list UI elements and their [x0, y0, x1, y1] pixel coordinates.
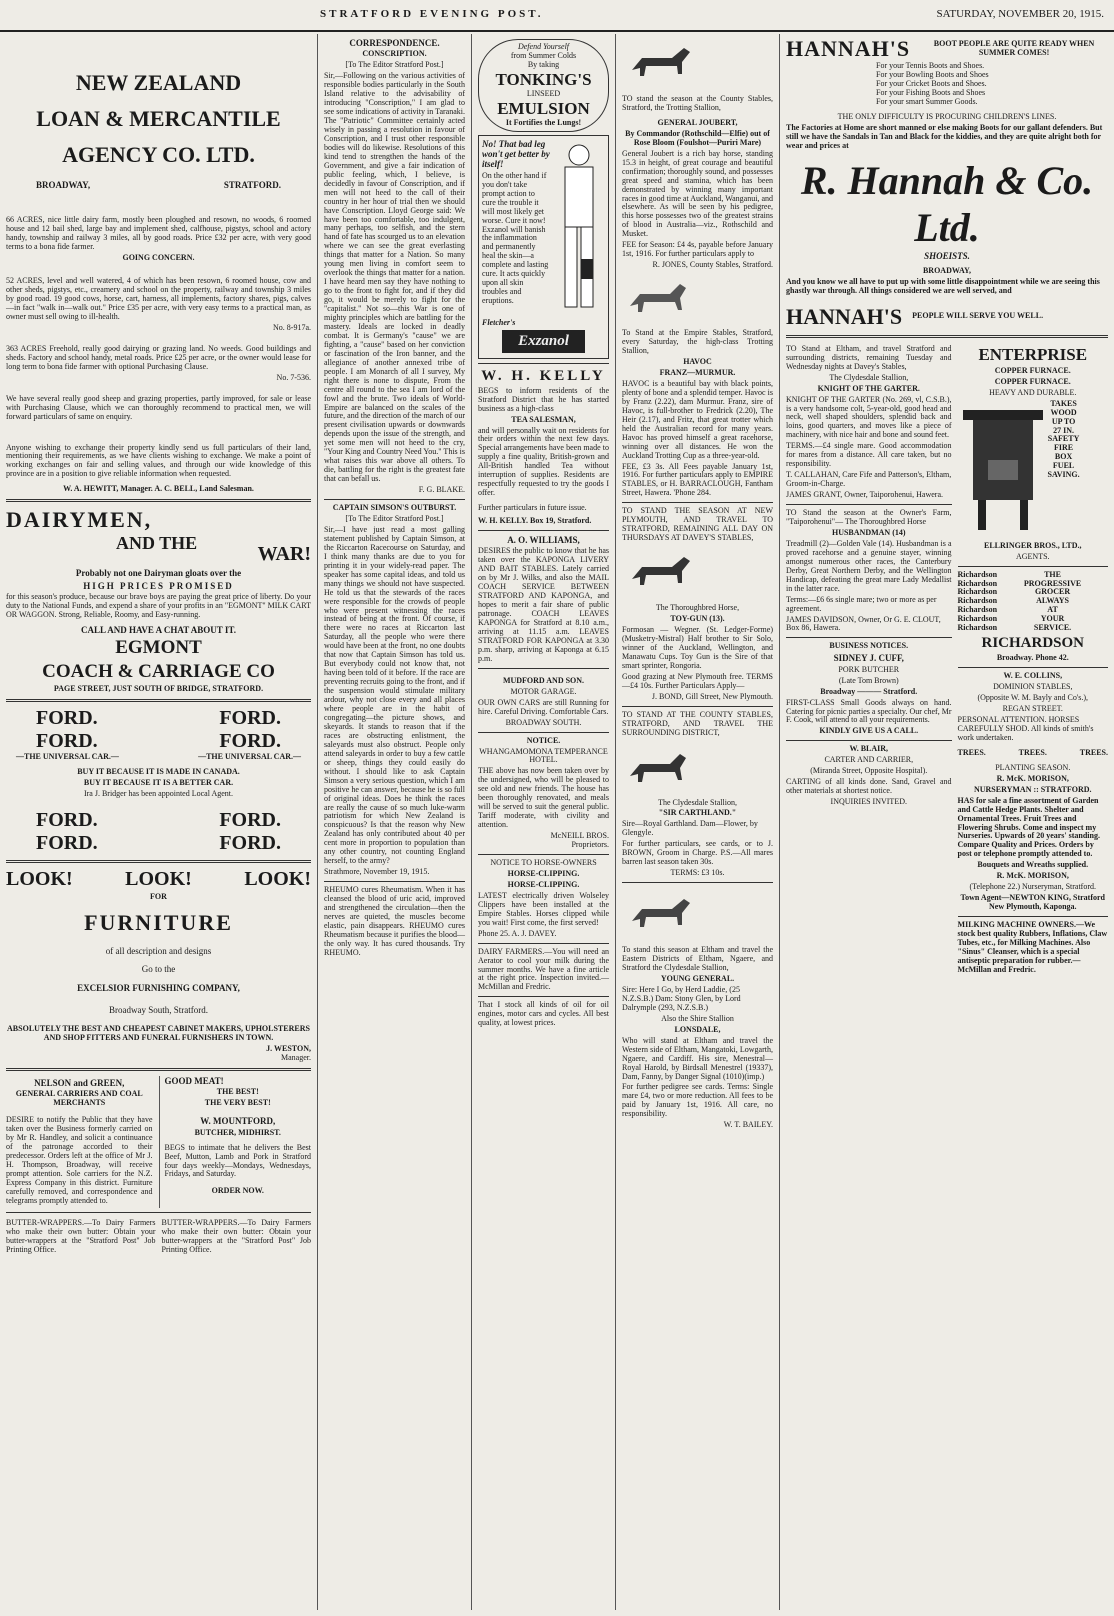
horse-illustration — [622, 549, 702, 593]
ford-word: FORD. — [219, 831, 281, 854]
knight-intro: TO Stand at Eltham, and travel Stratford and surrounding districts, remaining Tuesday and Wednesday nights at Davey's Stables, — [786, 343, 952, 371]
divider — [478, 530, 609, 531]
nz-loan-ad — [6, 70, 311, 494]
nz-address-right: STRATFORD. — [223, 180, 281, 190]
trees-word: TREES. — [1079, 747, 1108, 757]
column-3 — [472, 34, 616, 1610]
tonk-top-1: Defend Yourself — [517, 42, 570, 51]
butter-ads — [6, 1217, 311, 1257]
meat-order: ORDER NOW. — [211, 1186, 264, 1196]
husbandman-terms: Terms:—£6 6s single mare; two or more as per agreement. — [786, 594, 937, 613]
divider — [324, 499, 465, 500]
kelly-tea: TEA SALESMAN, — [511, 414, 576, 424]
divider — [622, 882, 773, 883]
dairy-head-2: AND THE — [116, 533, 198, 554]
mudford-address: BROADWAY SOUTH. — [505, 717, 582, 727]
tonk-top-2: from Summer Colds — [510, 50, 577, 60]
furniture-goto: Go to the — [141, 964, 176, 975]
enterprise-feature: BOX — [1054, 452, 1073, 462]
blair-sub: CARTER AND CARRIER, — [824, 755, 914, 765]
divider — [478, 363, 609, 364]
trees-row — [958, 749, 1108, 758]
simson-sign: Strathmore, November 19, 1915. — [324, 867, 430, 877]
mountford-name: W. MOUNTFORD, — [200, 1116, 276, 1127]
tonkings-ad — [478, 39, 609, 132]
enterprise-feature: SAVING. — [1047, 470, 1080, 480]
horse-illustration — [622, 40, 702, 84]
richardson-big: RICHARDSON — [981, 635, 1085, 652]
toygun-title: TOY-GUN (13). — [670, 614, 725, 624]
richardson-slogan-word: PROGRESSIVE — [1023, 578, 1082, 588]
enterprise-feature: TAKES — [1050, 398, 1077, 408]
nz-listing-4: We have several really good sheep and grazing properties, partly improved, for sale or lease with Purchasing Clause, which we can thoroughly recommend to practical men, we will forward particulars of same on enquiry. — [6, 393, 311, 421]
hannah-tagline: BOOT PEOPLE ARE QUITE READY WHEN SUMMER COMES! — [933, 39, 1095, 57]
toygun-intro: TO STAND THE SEASON AT NEW PLYMOUTH, AND TRAVEL TO STRATFORD, REMAINING ALL DAY ON THURSDAYS AT DAVEY'S STABLES, — [622, 506, 773, 543]
look-word: LOOK! — [6, 867, 73, 890]
richardson-item: Richardson — [957, 614, 998, 624]
morison-bouquets: Bouquets and Wreaths supplied. — [977, 860, 1089, 870]
richardson-list — [958, 571, 998, 634]
column-1 — [0, 34, 318, 1610]
kelly-title: W. H. KELLY — [481, 367, 606, 384]
ford-ad — [6, 707, 311, 855]
enterprise-knight-row — [786, 343, 1108, 977]
richardson-slogan-word: YOUR — [1040, 614, 1065, 624]
nz-title-2: LOAN & MERCANTILE — [36, 106, 281, 131]
fletcher-name: Fletcher's — [482, 317, 516, 327]
hannah-list-item: For your smart Summer Goods. — [876, 96, 978, 106]
hannah-text: The Factories at Home are short manned or else making Boots for our gallant defenders. But still we have the Sandals in Tan and Black for the kiddies, and they are quite alright both for wear and prices at — [786, 122, 1103, 150]
richardson-item: Richardson — [957, 596, 998, 606]
divider — [478, 854, 609, 855]
richardson-slogan-word: AT — [1047, 605, 1058, 615]
divider — [786, 637, 952, 638]
collins-sub-3: REGAN STREET. — [1002, 704, 1063, 714]
young-title: YOUNG GENERAL. — [660, 974, 735, 983]
ford-universal: —THE UNIVERSAL CAR.— — [16, 752, 119, 762]
simson-head: CAPTAIN SIMSON'S OUTBURST. — [332, 503, 457, 513]
divider — [6, 1068, 311, 1071]
hannah-logo: R. Hannah & Co. Ltd. — [800, 157, 1094, 250]
morison-name: R. McK. MORISON, — [996, 773, 1069, 783]
meat-text: BEGS to intimate that he delivers the Best Beef, Mutton, Lamb and Pork in Stratford four days weekly—Mondays, Wednesdays, Fridays, and Saturday. — [164, 1142, 311, 1179]
enterprise-feature: FUEL — [1052, 461, 1075, 471]
kelly-text-1: BEGS to inform residents of the Stratford District that he has started business as a high-class — [478, 385, 609, 413]
richardson-item: Richardson — [957, 587, 998, 597]
cuff-late: (Late Tom Brown) — [838, 675, 899, 685]
divider — [6, 499, 311, 502]
richardson-slogan-word: THE — [1044, 569, 1061, 579]
dairy-text: for this season's produce, because our brave boys are paying the great price of liberty. Do your duty to the National Funds, and expend a share of your profits in an "EGMONT" MILK CART OR WAGGON. Strong, Reliable, Roomy, and Easy-running. — [6, 591, 311, 619]
morison-town: Town Agent—NEWTON KING, Stratford New Plymouth, Kaponga. — [960, 893, 1105, 912]
collins-sub-2: (Opposite W. M. Bayly and Co's.), — [977, 693, 1089, 703]
knight-terms: TERMS.—£4 single mare. Good accommodation for mares from a distance. All care taken, but no responsibility. — [786, 441, 952, 469]
collins-name: W. E. COLLINS, — [1003, 671, 1063, 681]
joubert-fee: FEE for Season: £4 4s, payable before January 1st, 1916. For further particulars apply to — [622, 240, 773, 259]
richardson-item: Richardson — [957, 623, 998, 633]
egmont-1: EGMONT — [115, 637, 202, 659]
blair-sub-2: (Miranda Street, Opposite Hospital). — [810, 766, 928, 776]
collins-sub: DOMINION STABLES, — [993, 682, 1073, 692]
richardson-slogan — [997, 571, 1108, 634]
joubert-by: By Commandor (Rothschild—Elfie) out of Rose Bloom (Foulshot—Puriri Mare) — [625, 128, 770, 147]
morison-text: HAS for sale a fine assortment of Garden and Cattle Hedge Plants. Shelter and Ornamental Trees. Fruit Trees and Flowering Shrubs. Come and inspect my Nurseries. Upwards of 20 years' standing. Compare Quality and Prices. Orders by post or telephone promptly attended to. — [957, 795, 1100, 859]
divider — [958, 566, 1108, 567]
correspondence-head: CORRESPONDENCE. — [349, 38, 440, 48]
enterprise-sub-1: COPPER FURNACE. — [994, 365, 1071, 375]
enterprise-feature: UP TO — [1051, 416, 1076, 426]
carthland-text: Sire—Royal Garthland. Dam—Flower, by Glengyle. — [622, 819, 758, 838]
toygun-fee: Good grazing at New Plymouth free. TERMS—£4 10s. Further Particulars Apply— — [622, 671, 773, 690]
mudford-text: OUR OWN CARS are still Running for hire. Careful Driving. Comfortable Cars. — [478, 697, 609, 716]
clipping-head-1: HORSE-CLIPPING. — [507, 868, 580, 878]
leg-head: No! That bad leg won't get better by itself! — [482, 138, 550, 170]
conscription-sign: F. G. BLAKE. — [418, 485, 465, 495]
divider — [622, 502, 773, 503]
furniture-manager: Manager. — [281, 1053, 311, 1063]
nz-listing-1: 66 ACRES, nice little dairy farm, mostly been ploughed and resown, no woods, 6 roomed house and 12 bail shed, large bay and implement shed, calfhouse, pigstys, school and actory handy, township and railway 3 miles, all by good roads. Price £32 per acre, with very good terms to a bona fide farmer. — [6, 215, 311, 252]
ford-word: FORD. — [36, 730, 98, 753]
look-word: LOOK! — [244, 867, 311, 890]
planting-season: PLANTING SEASON. — [995, 762, 1071, 772]
ford-universal-row — [6, 753, 311, 762]
kelly-text-2: and will personally wait on residents for their orders within the next few days. Special arrangements have been made to supply a fine quality, British-grown and All-British handled Tea without interruption of supplies. Residents are respectfully requested to try the goods I offer. — [478, 425, 609, 498]
ford-word: FORD. — [219, 707, 281, 730]
divider — [478, 996, 609, 997]
conscription-letter: Sir,—Following on the various activities of responsible bodies particularly in the South Island relative to the advisability of introducing "Conscription," I am glad to see some indications of activity in Taranaki. The "Patriotic" Committee certainly acted wisely in passing a resolution in favour of Conscription, and I trust other responsible bodies will do likewise. Resolutions of this kind tend to strengthen the hands of the Government, and give a fair indication of public feeling, which, I believe, is decidedly in favour of Conscription, and if men will not heed to the call of their country in her hour of trial then we should have Conscription. Lloyd George said: We have been too comfortable, too indulgent, many perhaps, too selfish, and the stern hand of fate has scourged us to an elevation where we can see the great everlasting things that matter for a Nation. So many young men living in comfort seem to overlook the things that matter for a nation. I have heard men say they have nothing to go to the front to fight for, and if they did go, it would be merely to fight for the "capitalist." Not so—this War is one of mighty principles which are battling for the mastery. Ideals are locked in deadly combat. It is Germany's "cause" we are fighting, a "cause" based on her conviction or fascination of the Iron banner, and the allegiance of another annexed tribe of people. I am Monarch of all I survey, My right there is none to dispute, From the centre all round to the sea I am lord of the fowl and the brute. Two ideals of World-Empire are balanced on the scales of the future, and the direction of the march of our present civilisation upwards or downwards depends upon the issue of the strength, and yet some men will not heed to the cry, "Your King and Country Need You." This is what raises this war above all others. To die, battling for the right is the greatest fate that can befall us. — [324, 71, 465, 484]
lonsdale-text-2: For further pedigree see cards. Terms: Single mare £4, two or more reduction. All fees to be paid by January 1st, 1916. All care, no responsibility. — [622, 1082, 773, 1119]
hannah-text-2: And you know we all have to put up with some little disappointment while we are seeing this ghastly war through. All things considered we are well served, and — [786, 276, 1100, 295]
divider — [786, 335, 1108, 338]
nelson-title: NELSON and GREEN, — [34, 1078, 125, 1089]
havoc-fee: FEE, £3 3s. All Fees payable January 1st, 1916. For further particulars apply to EMPIRE STABLES, or H. BARRACLOUGH, Fantham Street, Hawera. 'Phone 284. — [622, 461, 773, 498]
mountford-butcher: BUTCHER, MIDHIRST. — [194, 1127, 281, 1137]
dairy-head-row — [6, 533, 311, 566]
divider — [6, 860, 311, 863]
dairymen-ad — [6, 507, 311, 694]
oil-ad: That I stock all kinds of oil for oil engines, motor cars and cycles. All best quality, at lowest prices. — [478, 1000, 609, 1028]
enterprise-feature: SAFETY — [1047, 434, 1080, 444]
nz-listing-3: 363 ACRES Freehold, really good dairying or grazing land. No weeds. Good buildings and sheds. Factory and school handy, metal roads. Price £25 per acre, or the owner would lease for long term to bona fide farmer with optional Purchasing Clause. — [6, 343, 311, 371]
mountford-ad — [159, 1076, 312, 1208]
furniture-absolutely: ABSOLUTELY THE BEST AND CHEAPEST CABINET MAKERS, UPHOLSTERERS AND SHOP FITTERS AND FUNERAL FURNISHERS IN TOWN. — [7, 1024, 310, 1043]
bailey-sign: W. T. BAILEY. — [723, 1120, 773, 1130]
enterprise-column — [958, 343, 1108, 977]
nz-signatories: W. A. HEWITT, Manager. A. C. BELL, Land Salesman. — [63, 484, 254, 494]
divider — [324, 881, 465, 882]
enterprise-title: ENTERPRISE — [978, 344, 1088, 364]
richardson-slogan-word: GROCER — [1034, 587, 1071, 597]
enterprise-feature: 27 IN. — [1053, 425, 1075, 435]
ford-word: FORD. — [36, 707, 98, 730]
masthead — [0, 0, 1114, 32]
bad-leg-ad — [478, 135, 609, 359]
divider — [6, 699, 311, 702]
editor-line: [To The Editor Stratford Post.] — [345, 60, 444, 70]
ford-word: FORD. — [219, 730, 281, 753]
joubert-title: GENERAL JOUBERT, — [657, 117, 738, 127]
horse-illustration — [622, 274, 702, 318]
morison-nursery: NURSERYMAN :: STRATFORD. — [973, 784, 1092, 794]
richardson-slogan-word: SERVICE. — [1033, 623, 1072, 633]
richardson-item: Richardson — [957, 578, 998, 588]
hannah-difficulty: THE ONLY DIFFICULTY IS PROCURING CHILDREN'S LINES. — [837, 111, 1057, 121]
divider — [958, 916, 1108, 917]
lonsdale-title: LONSDALE, — [674, 1024, 721, 1034]
kelly-text-3: Further particulars in future issue. — [478, 503, 587, 513]
hannah-list-item: For your Tennis Boots and Shoes. — [876, 61, 985, 70]
hannah-list-item: For your Bowling Boots and Shoes — [876, 69, 989, 79]
richardson-item: Richardson — [957, 569, 998, 579]
ford-row-2 — [6, 730, 311, 753]
richardson-address: Broadway. Phone 42. — [996, 653, 1069, 663]
column-5 — [780, 34, 1114, 1610]
meat-sub-2: THE VERY BEST! — [204, 1098, 271, 1108]
ford-row-1 — [6, 707, 311, 730]
ford-word: FORD. — [36, 831, 98, 854]
hannah-shoeists: SHOEISTS. — [924, 250, 970, 261]
column-2 — [318, 34, 472, 1610]
meat-sub-1: THE BEST! — [216, 1087, 259, 1097]
ford-row-4 — [6, 832, 311, 855]
havoc-sub: FRANZ—MURMUR. — [659, 367, 736, 377]
mcneill-proprietors: Proprietors. — [571, 840, 609, 850]
ford-row-3 — [6, 809, 311, 832]
blair-end: INQUIRIES INVITED. — [830, 797, 907, 807]
furniture-address: Broadway South, Stratford. — [109, 1004, 208, 1015]
hannah-end: PEOPLE WILL SERVE YOU WELL. — [912, 311, 1044, 321]
clipping-sign: Phone 25. A. J. DAVEY. — [478, 928, 557, 938]
richardson-item: Richardson — [957, 605, 998, 615]
egmont-2: COACH & CARRIAGE CO — [42, 661, 275, 683]
toygun-text: Formosan — Wegner. (St. Ledger-Forme) (Musketry-Mistral) Half brother to Sir Solo, winner of the Auckland, Wellington, and Manawatu Cups. Toy Gun is the Sire of that smart sprinter, Rongoria. — [622, 625, 773, 670]
dairy-sub-2: HIGH PRICES PROMISED — [83, 580, 234, 591]
hannah-list-item: For your Cricket Boots and Shoes. — [876, 78, 987, 88]
cuff-end: KINDLY GIVE US A CALL. — [819, 726, 919, 736]
horse-illustration — [622, 744, 702, 788]
carthland-caption: The Clydesdale Stallion, — [658, 797, 737, 807]
lonsdale-text: Who will stand at Eltham and travel the Western side of Eltham, Mangatoki, Lowgarth, Ngaere, and Cardiff. His sire, Menestral—Royal Harold, by Birdsall Menestrel (19337), Dam, Fanny, by Danger Signal (1010)(imp.) — [622, 1035, 773, 1081]
tonk-emulsion: EMULSION — [497, 98, 590, 118]
enterprise-feature: WOOD — [1050, 407, 1077, 417]
richardson-slogan-word: ALWAYS — [1036, 596, 1069, 606]
blair-name: W. BLAIR, — [849, 744, 889, 754]
nz-title-1: NEW ZEALAND — [75, 70, 242, 95]
divider — [958, 667, 1108, 668]
divider — [478, 943, 609, 944]
nz-address — [36, 180, 281, 190]
nz-listing-2: 52 ACRES, level and well watered, 4 of which has been resown, 6 roomed house, cow and other sheds, pigstys, etc., creamery and school on the property, railway and township 3 miles by good road. 19 good cows, horse, cart, harness, all implements, factory shares, pigs, calves—in fact "walk in—walk out." Price £35 per acre, with very easy terms to a practical man, as owner must sell owing to ill-health. — [6, 276, 311, 321]
furniture-sign: J. WESTON, — [266, 1044, 311, 1054]
tonk-name: TONKING'S — [495, 69, 592, 89]
excelsior-name: EXCELSIOR FURNISHING COMPANY, — [77, 982, 240, 993]
look-row — [6, 868, 311, 891]
butter-ad-1: BUTTER-WRAPPERS.—To Dairy Farmers who make their own butter: Obtain your butter-wrappers at the "Stratford Post" Job Printing Office. — [6, 1217, 156, 1254]
grant-sign: JAMES GRANT, Owner, Taiporohenui, Hawera. — [786, 490, 944, 500]
divider — [478, 732, 609, 733]
knight-clydesdale: The Clydesdale Stallion, — [829, 372, 909, 382]
knight-title: KNIGHT OF THE GARTER. — [817, 383, 920, 393]
bottom-ads — [6, 1076, 311, 1208]
dairy-head-3: WAR! — [257, 543, 311, 566]
nelson-sub: GENERAL CARRIERS AND COAL MERCHANTS — [15, 1089, 143, 1108]
furniture-desc: of all description and designs — [105, 945, 212, 956]
nz-title-3: AGENCY CO. LTD. — [62, 142, 255, 167]
mudford-title: MUDFORD AND SON. — [502, 675, 585, 685]
ezma-jar: Exzanol — [502, 330, 585, 353]
nz-going-concern: GOING CONCERN. — [122, 253, 195, 263]
joubert-text: General Joubert is a rich bay horse, standing 15.3 in height, of great courage and beautiful confirmation; thoroughly sound, and possesses great speed and stamina, which has been demonstrated by winning many important races in good time at Auckland, Wanganui, and elsewhere. As will be seen by his pedigree, this horse possesses two of the greatest strains of blood in Australia—viz., Rothschild and Musket. — [622, 148, 773, 239]
divider — [478, 668, 609, 669]
butter-ad-2: BUTTER-WRAPPERS.—To Dairy Farmers who make their own butter: Obtain your butter-wrappers at the "Stratford Post" Job Printing Office. — [161, 1217, 311, 1254]
enterprise-agents-2: AGENTS. — [1015, 551, 1050, 561]
tonk-linseed: LINSEED — [526, 88, 561, 98]
dairy-call: CALL AND HAVE A CHAT ABOUT IT. — [81, 624, 236, 635]
business-notices: BUSINESS NOTICES. — [829, 641, 909, 651]
trees-word: TREES. — [957, 747, 986, 757]
husbandman-sign: JAMES DAVIDSON, Owner, Or G. E. CLOUT, Box 86, Hawera. — [786, 614, 941, 633]
ford-buy-1: BUY IT BECAUSE IT IS MADE IN CANADA. — [77, 767, 240, 777]
cuff-sub: PORK BUTCHER — [838, 664, 900, 674]
whanga-text: THE above has now been taken over by the undersigned, who will be pleased to see old and new friends. The house has been thoroughly renovated, and meals will be served to suit the general public. Tariff moderate, with civility and attention. — [478, 766, 609, 830]
kelly-sign: W. H. KELLY. Box 19, Stratford. — [478, 516, 592, 526]
man-figure-illustration — [553, 139, 605, 319]
collins-text: PERSONAL ATTENTION. HORSES CAREFULLY SHOD. All kinds of smith's work undertaken. — [957, 714, 1094, 742]
knight-text: KNIGHT OF THE GARTER (No. 269, vl, C.S.B.), is a very handsome colt, 5-year-old, good head and neck, well shaped shoulders, splendid back and loins, good quarters, and moves like a piece of machinery, with nice hair and bone and sound feet. — [786, 394, 952, 440]
whanga-title: WHANGAMOMONA TEMPERANCE HOTEL. — [479, 746, 608, 765]
notice-horse-owners: NOTICE TO HORSE-OWNERS — [490, 858, 597, 867]
morison-sign: R. McK. MORISON, — [996, 871, 1069, 881]
carthland-text-2: For further particulars, see cards, or to J. BROWN, Groom in Charge. P.S.—All mares barren last season taken 30s. — [622, 839, 773, 867]
divider — [786, 740, 952, 741]
joubert-sign: R. JONES, County Stables, Stratford. — [652, 260, 773, 270]
havoc-intro: To Stand at the Empire Stables, Stratford, every Saturday, the high-class Trotting Stallion, — [622, 328, 773, 356]
carthland-intro: TO STAND AT THE COUNTY STABLES, STRATFORD, AND TRAVEL THE SURROUNDING DISTRICT, — [622, 709, 773, 737]
mudford-sub: MOTOR GARAGE. — [510, 686, 577, 696]
toygun-caption: The Thoroughbred Horse, — [655, 603, 740, 613]
enterprise-sub-3: HEAVY AND DURABLE. — [989, 387, 1077, 397]
horse-illustration — [622, 891, 702, 935]
nz-listing-3-no: No. 7-536. — [276, 372, 311, 382]
leg-text: On the other hand if you don't take prompt action to cure the trouble it will most likely get worse. Cure it now! Exzanol will banish the inflammation and permanently heal the skin—a complete and lasting cure. It acts quickly upon all skin troubles and eruptions. — [482, 170, 549, 306]
aerator-ad: DAIRY FARMERS.—You will need an Aerator to cool your milk during the summer months. We have a fine article at the right price. Inspection invited.—McMillan and Fredric. — [478, 946, 609, 992]
furniture-ad — [6, 868, 311, 1063]
callahan-sign: T. CALLAHAN, Care Fife and Patterson's, Eltham, Groom-in-Charge. — [786, 470, 952, 489]
aow-title: A. O. WILLIAMS, — [507, 535, 580, 546]
nz-exchange: Anyone wishing to exchange their property kindly send us full particulars of their land, mentioning their requirements, as we have clients wishing to exchange. We make a point of working exchanges on fair and selling values, and through our wide knowledge of this province are in a position to give reliable information when requested. — [6, 442, 311, 479]
tonk-fortifies: It Fortifies the Lungs! — [505, 117, 582, 127]
young-also: Also the Shire Stallion — [661, 1013, 734, 1023]
look-for: FOR — [150, 891, 167, 901]
egmont-3: PAGE STREET, JUST SOUTH OF BRIDGE, STRATFORD. — [53, 684, 264, 694]
nelson-text: DESIRE to notify the Public that they have taken over the Business formerly carried on by Mr R. Handley, and solicit a continuance of the patronage accorded to their predecessor. Orders left at the office of Mr J. H. Thompson, Broadway, will receive prompt attention. Sole carriers for the N.Z. Express Company in this district. Furniture carefully removed, and correspondence and telegrams promptly attended to. — [6, 1115, 153, 1205]
divider — [786, 504, 952, 505]
cuff-address: Broadway ——— Stratford. — [820, 686, 918, 696]
simson-letter: Sir,—I have just read a most galling statement published by Captain Simson, at the Riccarton Racecourse on Saturday, and I think many thanks are due to you for printing it in your widely-read paper. The speaker has some capital ideas, and told us many things we should not have suspected. He told us that the stewards of the races were responsible for the crowds of people who were present witnessing the races instead of being at the front. Of course, if there were no races at Riccarton last Saturday, all the people who were there would have been at the front, no one doubts that now that Captain Simson has told us. But everybody could not know that, not having been told of it before. If the race are preventing recruits going to the front, and if the suspension would stimulate military ardour, why not close every and all places where people are in the habit of congregating—the picture shows, and skeyards. It stands to reason that if the races are obstructing enlistment, the saleyards must also obstruct. People only attend saleyards in order to buy a few cattle or sheep, things they could easily do without. I should like to ask Captain Simson a very serious question, which I am positive he can answer, because he is so full of original ideas. Does he think the races are really the cause of so much luke-warm patriotism for which New Zealand is conspicuous? Is that the reason why New Zealand has only contributed about 40 per cent more in proportion to population than any other country, not counting England herself, to the army? — [324, 524, 465, 866]
look-word: LOOK! — [125, 867, 192, 890]
enterprise-agents: ELLRINGER BROS., LTD., — [984, 540, 1082, 550]
carthland-title: "SIR CARTHLAND." — [658, 808, 737, 818]
enterprise-features — [1048, 400, 1080, 540]
carthland-terms: TERMS: £3 10s. — [670, 868, 725, 878]
ford-buy-2: BUY IT BECAUSE IT IS A BETTER CAR. — [83, 778, 234, 788]
issue-date: SATURDAY, NOVEMBER 20, 1915. — [936, 8, 1104, 20]
ford-word: FORD. — [36, 808, 98, 831]
toygun-sign: J. BOND, Gill Street, New Plymouth. — [651, 691, 773, 701]
nz-address-left: BROADWAY, — [36, 180, 91, 190]
rheumo-ad: RHEUMO cures Rheumatism. When it has cleansed the blood of uric acid, improved and strengthened the circulation—then the nerves are quieted, the muscles become elastic, pain disappears. RHEUMO cures Rheumatism because it purifies the blood—the only way. It has cured thousands. Try RHEUMO. — [324, 885, 465, 957]
enterprise-feature: FIRE — [1054, 443, 1074, 453]
divider — [6, 1212, 311, 1213]
paper-title: STRATFORD EVENING POST. — [320, 8, 544, 20]
young-text: Sire: Here I Go, by Herd Laddie, (25 N.Z.S.B.) Dam: Stony Glen, by Lord Dalrymple (293, N.Z.S.B.) — [622, 984, 741, 1012]
hannah-address: BROADWAY, — [922, 265, 972, 275]
hannah-list-item: For your Fishing Boots and Shoes — [876, 87, 986, 97]
trees-word: TREES. — [1018, 747, 1047, 757]
hannah-ad — [786, 36, 1108, 330]
clipping-head-2: HORSE-CLIPPING. — [507, 879, 580, 889]
havoc-title: HAVOC — [683, 357, 712, 367]
milking-ad: MILKING MACHINE OWNERS.—We stock best quality Rubbers, Inflations, Claw Tubes, etc., for Milking Machines. Also "Sinus" Cleanser, which is a special antiseptic preparation for rubber.—McMillan and Fredric. — [957, 920, 1108, 974]
dairy-sub-1: Probably not one Dairyman gloats over the — [75, 568, 242, 579]
ford-universal: —THE UNIVERSAL CAR.— — [198, 752, 301, 762]
young-intro: To stand this season at Eltham and travel the Eastern Districts of Eltham, Ngaere, and Stratford the Clydesdale Stallion, — [622, 945, 773, 973]
husbandman-text: Treadmill (2)—Golden Vale (14). Husbandman is a proved racehorse and a genuine stayer, winning amongst numerous other races, the Canterbury Derby, Great Northern Derby, and the Wellington Handicap, defeating the great mare Lady Medallist in the latter race. — [786, 538, 952, 593]
cuff-text: FIRST-CLASS Small Goods always on hand. Catering for picnic parties a specialty. Our chef, Mr F. Cook, will attend to all your requirements. — [786, 697, 952, 725]
ford-word: FORD. — [219, 808, 281, 831]
enterprise-sub-2: COPPER FURNACE. — [994, 376, 1071, 386]
nz-listing-2-no: No. 8-917a. — [273, 322, 311, 332]
aow-text: DESIRES the public to know that he has taken over the KAPONGA LIVERY AND BAIT STABLES. Lately carried on by Mr J. Wilks, and also the MAIL COACH SERVICE BETWEEN STRATFORD AND KAPONGA, and hopes to merit a fair share of public patronage. COACH LEAVES KAPONGA for Stratford at 8.10 a.m., arriving at 11.15 a.m. LEAVES STRATFORD FOR KAPONGA at 3.30 p.m. sharp, arriving at Kaponga at 6.15 p.m. — [478, 546, 609, 663]
dairy-head-1: DAIRYMEN, — [6, 507, 153, 533]
morison-telephone: (Telephone 22.) Nurseryman, Stratford. — [969, 882, 1097, 892]
mcneill-sign: McNEILL BROS. — [550, 831, 609, 841]
havoc-text: HAVOC is a beautiful bay with black points, plenty of bone and a splendid temper. Havoc is by Franz (2.22), dam Murmur. Franz, sire of Havoc, is full-brother to Fredrick (2.20), The Heir (2.17), and Fritz, that great trotter which held the Australian record for many years. Havoc has proved himself a great racehorse, winning over all distances. He won the Auckland Trotting Cup as a three-year-old. — [622, 378, 773, 460]
cuff-name: SIDNEY J. CUFF, — [833, 653, 904, 664]
meat-title: GOOD MEAT! — [164, 1076, 224, 1087]
hannah-title-2: HANNAH'S — [786, 303, 903, 329]
notice-head: NOTICE. — [526, 735, 561, 745]
furniture-title: FURNITURE — [84, 909, 233, 935]
conscription-head: CONSCRIPTION. — [362, 49, 427, 59]
husbandman-intro: TO Stand the season at the Owner's Farm, "Taiporohenui"— The Thoroughbred Horse — [786, 508, 952, 526]
husbandman-title: HUSBANDMAN (14) — [831, 527, 906, 537]
knight-column — [786, 343, 952, 977]
editor-line-2: [To The Editor Stratford Post.] — [345, 514, 444, 523]
joubert-intro: TO stand the season at the County Stables, Stratford, the Trotting Stallion, — [622, 94, 773, 112]
divider — [622, 706, 773, 707]
ford-agent: Ira J. Bridger has been appointed Local Agent. — [83, 788, 234, 798]
tonk-top-3: By taking — [527, 59, 560, 69]
hannah-list — [876, 62, 1108, 107]
blair-text: CARTING of all kinds done. Sand, Gravel and other materials at shortest notice. — [786, 777, 952, 796]
richardson-ad — [958, 571, 1108, 634]
nelson-green-ad — [6, 1076, 153, 1208]
furnace-illustration — [958, 400, 1048, 540]
clipping-text: LATEST electrically driven Wolseley Clippers have been installed at the Empire Stables. Horses clipped while you wait! First come, the first served! — [478, 890, 609, 927]
hannah-title: HANNAH'S — [786, 36, 911, 61]
column-4 — [616, 34, 780, 1610]
